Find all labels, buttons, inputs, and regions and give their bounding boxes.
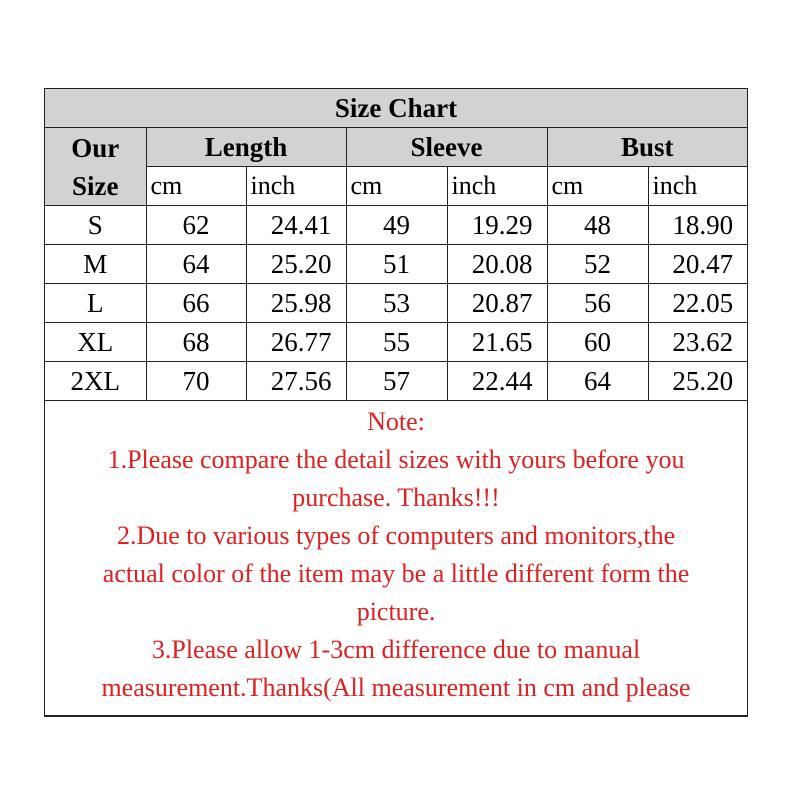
size-cell: L — [45, 284, 146, 323]
chart-title: Size Chart — [45, 89, 747, 128]
value-cell: 21.65 — [447, 323, 547, 362]
value-cell: 24.41 — [246, 206, 346, 245]
value-cell: 53 — [346, 284, 447, 323]
table-row — [45, 323, 747, 362]
unit-header: inch — [447, 167, 547, 206]
value-cell: 52 — [547, 245, 648, 284]
size-cell: XL — [45, 323, 146, 362]
table-row — [45, 284, 747, 323]
value-cell: 18.90 — [648, 206, 747, 245]
sleeve-group-header: Sleeve — [346, 128, 547, 167]
note-line: picture. — [356, 597, 436, 626]
value-cell: 70 — [146, 362, 246, 401]
size-column-header — [45, 128, 146, 206]
value-cell: 23.62 — [648, 323, 747, 362]
table-row — [45, 206, 747, 245]
value-cell: 48 — [547, 206, 648, 245]
unit-header: inch — [246, 167, 346, 206]
value-cell: 68 — [146, 323, 246, 362]
value-cell: 26.77 — [246, 323, 346, 362]
note-line: actual color of the item may be a little different form the — [102, 559, 690, 588]
note-heading: Note: — [367, 407, 425, 436]
value-cell: 20.87 — [447, 284, 547, 323]
size-header-top: Our — [71, 132, 120, 163]
size-table — [45, 89, 747, 716]
unit-header: cm — [146, 167, 246, 206]
value-cell: 66 — [146, 284, 246, 323]
value-cell: 64 — [547, 362, 648, 401]
value-cell: 51 — [346, 245, 447, 284]
value-cell: 57 — [346, 362, 447, 401]
table-row — [45, 245, 747, 284]
value-cell: 62 — [146, 206, 246, 245]
value-cell: 20.08 — [447, 245, 547, 284]
value-cell: 22.44 — [447, 362, 547, 401]
unit-header: inch — [648, 167, 747, 206]
value-cell: 56 — [547, 284, 648, 323]
value-cell: 20.47 — [648, 245, 747, 284]
value-cell: 27.56 — [246, 362, 346, 401]
size-chart-table — [44, 88, 748, 717]
notes-section — [45, 401, 747, 716]
note-line: 3.Please allow 1-3cm difference due to manual — [151, 635, 641, 664]
bust-group-header: Bust — [547, 128, 747, 167]
note-line: 2.Due to various types of computers and monitors,the — [116, 521, 676, 550]
unit-header: cm — [346, 167, 447, 206]
length-group-header: Length — [146, 128, 346, 167]
unit-header: cm — [547, 167, 648, 206]
value-cell: 55 — [346, 323, 447, 362]
table-row — [45, 362, 747, 401]
size-cell: M — [45, 245, 146, 284]
value-cell: 25.20 — [246, 245, 346, 284]
note-line: 1.Please compare the detail sizes with yours before you — [107, 445, 685, 474]
value-cell: 22.05 — [648, 284, 747, 323]
value-cell: 25.20 — [648, 362, 747, 401]
value-cell: 64 — [146, 245, 246, 284]
note-line: purchase. Thanks!!! — [292, 483, 500, 512]
note-line: measurement.Thanks(All measurement in cm and please — [101, 673, 691, 702]
size-header-bottom: Size — [72, 170, 119, 201]
value-cell: 49 — [346, 206, 447, 245]
size-cell: 2XL — [45, 362, 146, 401]
value-cell: 19.29 — [447, 206, 547, 245]
size-cell: S — [45, 206, 146, 245]
value-cell: 60 — [547, 323, 648, 362]
size-rows — [45, 206, 747, 401]
value-cell: 25.98 — [246, 284, 346, 323]
